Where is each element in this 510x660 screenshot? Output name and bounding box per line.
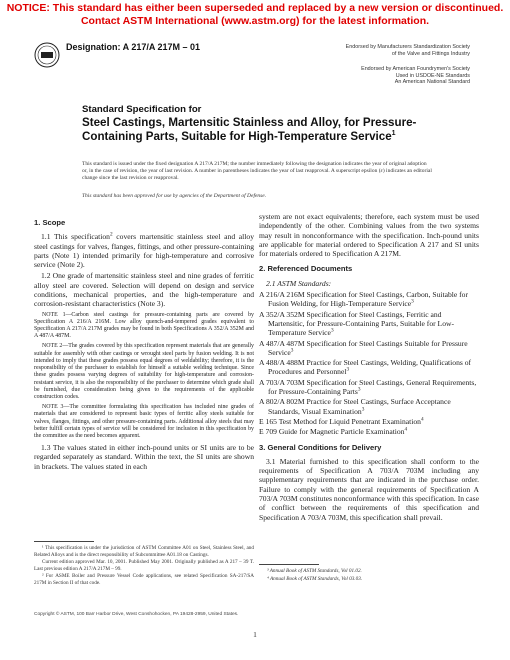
scope-1-3-continued: system are not exact equivalents; therefore, each system must be used independently of the other. Combining values from the two systems may result in nonconformance with the specification. Inch-pound units are applicable for material ordered to Specification A 217 and SI units for materials ordered to Specification A 217M. bbox=[259, 212, 479, 259]
section-scope-heading: 1. Scope bbox=[34, 218, 66, 227]
title-line-2: Steel Castings, Martensitic Stainless and Alloy, for Pressure-Containing Parts, Suitable for High-Temperature Service$^1$ bbox=[82, 116, 417, 143]
page-number: 1 bbox=[253, 630, 257, 639]
title-line-1: Standard Specification for bbox=[82, 104, 202, 115]
reference-item: A 488/A 488M Practice for Steel Castings, Welding, Qualifications of Procedures and Personnel$^3$ bbox=[259, 358, 472, 377]
section-referenced-documents-heading: 2. Referenced Documents bbox=[259, 264, 353, 274]
reference-item: A 352/A 352M Specification for Steel Castings, Ferritic and Martensitic, for Pressure-Containing Parts, Suitable for Low-Temperature Service$^3$ bbox=[259, 309, 455, 338]
footnote-1-dates: Current edition approved Mar. 10, 2001. Published May 2001. Originally published as A 217 – 39 T. Last previous edition A 217/A 217M – 99. bbox=[34, 559, 254, 572]
endorsement-mss: Endorsed by Manufacturers Standardization Society of the Valve and Fittings Industry bbox=[345, 44, 470, 57]
issuance-note: This standard is issued under the fixed designation A 217/A 217M; the number immediately following the designation indicates the year of original adoption or, in the case of revision, the year of last revision. A number in parentheses indicates the year of last reapproval. A superscript epsilon (ε) indicates an editorial change since the last revision or reapproval. bbox=[82, 161, 432, 181]
left-column bbox=[34, 212, 254, 473]
reference-item: A 487/A 487M Specification for Steel Castings Suitable for Pressure Service$^3$ bbox=[259, 338, 468, 357]
reference-item: E 165 Test Method for Liquid Penetrant Examination$^4$ bbox=[259, 416, 424, 426]
title-footnote-mark: 1 bbox=[391, 129, 396, 137]
note-1: NOTE 1—Carbon steel castings for pressure-containing parts are covered by Specification A 216/A 216M. Low alloy quench-and-tempered grades equivalent to Specification A 217/A 217M grades may be found in both Specifications A 352/A 352M and A 487/A 487M. bbox=[34, 311, 254, 340]
document-title bbox=[82, 104, 432, 143]
designation: Designation: A 217/A 217M – 01 bbox=[66, 42, 201, 52]
footnotes-right bbox=[259, 564, 479, 583]
reference-item: A 802/A 802M Practice for Steel Castings, Surface Acceptance Standards, Visual Examination$^3$ bbox=[259, 397, 451, 416]
footnote-rule bbox=[259, 564, 319, 565]
reference-list bbox=[259, 290, 479, 436]
reference-item: A 216/A 216M Specification for Steel Castings, Carbon, Suitable for Fusion Welding, for High-Temperature Service$^3$ bbox=[259, 290, 469, 309]
footnote-4: ⁴ Annual Book of ASTM Standards, Vol 03.03. bbox=[267, 575, 363, 582]
notice-line-1: NOTICE: This standard has either been superseded and replaced by a new version or discontinued. bbox=[6, 2, 504, 14]
astm-logo-icon bbox=[34, 42, 60, 68]
footnote-rule bbox=[34, 541, 94, 542]
note-2: NOTE 2—The grades covered by this specification represent materials that are generally suitable for assembly with other castings or wrought steel parts by fusion welding. It is not intended to imply that these grades possess equal degrees of weldability; therefore, it is the responsibility of the purchaser to establish for himself a suitable welding technique. Since these grades possess varying degrees of suitability for high-temperature and corrosion-resistant service, it is also the responsibility of the purchaser to determine which grade shall be furnished, due consideration being given to the requirements of the applicable construction codes. bbox=[34, 343, 254, 400]
note-3: NOTE 3—The committee formulating this specification has included nine grades of materials that are considered to represent basic types of ferritic alloy steels suitable for valves, flanges, fittings, and other pressure-containing parts. Additional alloy steels that may better fulfill certain types of service will be considered for inclusion in this specification by the committee as the need becomes apparent. bbox=[34, 404, 254, 439]
scope-1-3: 1.3 The values stated in either inch-pound units or SI units are to be regarded separately as standard. Within the text, the SI units are shown in brackets. The values stated in each bbox=[34, 443, 254, 471]
general-conditions-3-1: 3.1 Material furnished to this specification shall conform to the requirements of Specification A 703/A 703M including any supplementary requirements that are indicated in the purchase order. Failure to comply with the general requirements of Specification A 703/A 703M constitutes nonconformance with this specification. In case of conflict between the requirements of this specification and Specification A 703/A 703M, this specification shall prevail. bbox=[259, 456, 479, 522]
copyright: Copyright © ASTM, 100 Barr Harbor Drive, West Conshohocken, PA 19428-2959, United States. bbox=[34, 612, 239, 617]
reference-item: A 703/A 703M Specification for Steel Castings, General Requirements, for Pressure-Containing Parts$^3$ bbox=[259, 377, 477, 397]
supersede-notice bbox=[0, 2, 510, 28]
footnotes-left bbox=[34, 541, 254, 587]
footnote-3: ³ Annual Book of ASTM Standards, Vol 01.02. bbox=[267, 568, 362, 574]
scope-1-2: 1.2 One grade of martensitic stainless steel and nine grades of ferritic alloy steel are covered. Selection will depend on design and service conditions, mechanical properties, and the high-temperature and corrosion-resistant characteristics (Note 3). bbox=[34, 271, 254, 309]
astm-standards-subheading: 2.1 ASTM Standards: bbox=[266, 278, 332, 288]
scope-1-1: 1.1 This specification$^2$ covers martensitic stainless steel and alloy steel castings for valves, flanges, fittings, and other pressure-containing parts (Note 1) intended primarily for high-temperature and corrosive service (Note 2). bbox=[34, 231, 254, 270]
reference-item: E 709 Guide for Magnetic Particle Examination$^4$ bbox=[259, 426, 408, 437]
right-column bbox=[259, 212, 479, 524]
footnote-1: ¹ This specification is under the jurisdiction of ASTM Committee A01 on Steel, Stainless Steel, and Related Alloys and is the direct responsibility of Subcommittee A01.18 on Castings. bbox=[34, 545, 254, 558]
endorsement-afs: Endorsed by American Foundrymen's Society Used in USDOE-NE Standards An American National Standard bbox=[361, 66, 470, 86]
notice-line-2: Contact ASTM International (www.astm.org) for the latest information. bbox=[80, 15, 430, 27]
section-general-conditions-heading: 3. General Conditions for Delivery bbox=[259, 442, 382, 452]
dod-approval-note: This standard has been approved for use by agencies of the Department of Defense. bbox=[82, 193, 267, 199]
footnote-2: ² For ASME Boiler and Pressure Vessel Code applications, see related Specification SA-217/SA 217M in Section II of that code. bbox=[34, 573, 254, 586]
